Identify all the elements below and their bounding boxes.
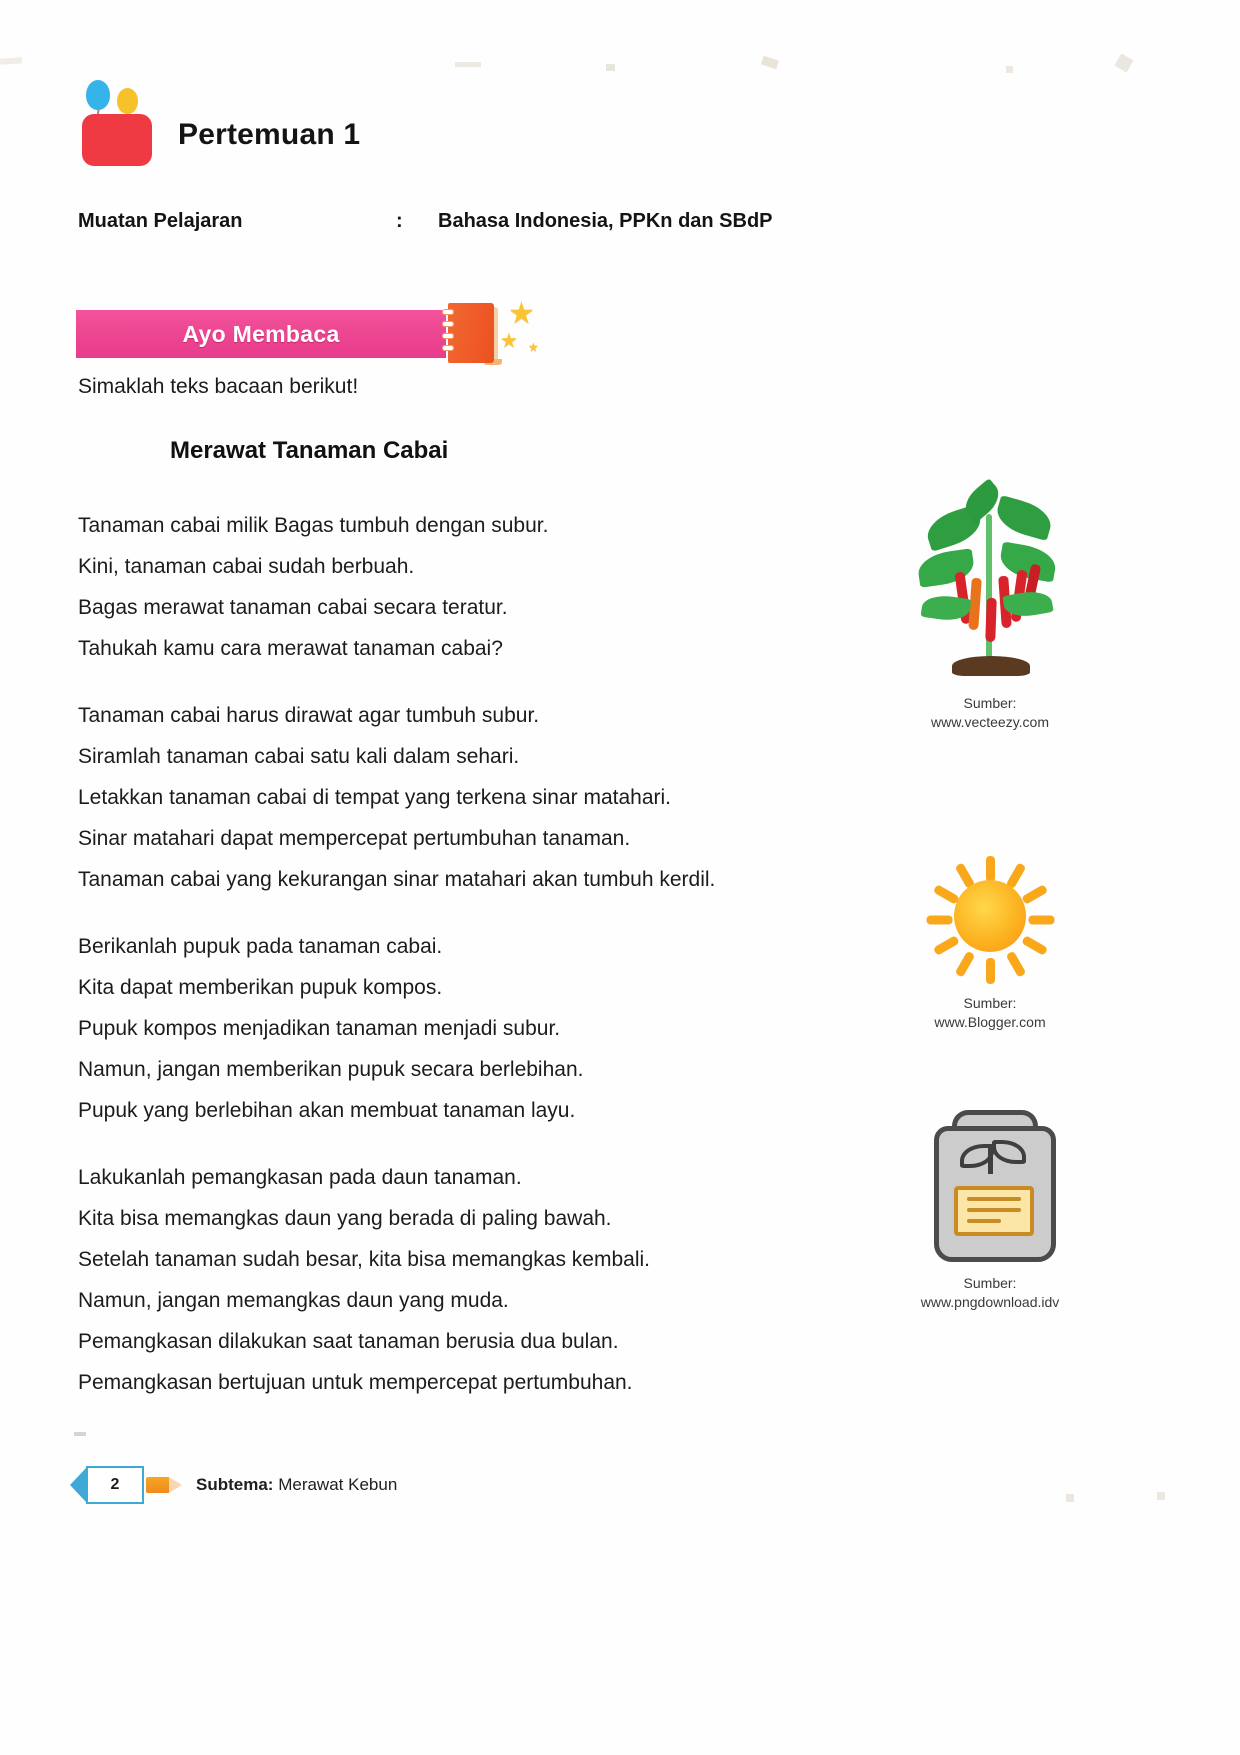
text-line: Letakkan tanaman cabai di tempat yang terkena sinar matahari.	[78, 786, 672, 809]
figure-caption	[885, 994, 1095, 1032]
figure-chili-plant	[885, 480, 1095, 732]
sun-icon	[910, 840, 1070, 990]
scan-artifact	[606, 64, 615, 71]
footer-subtema	[196, 1475, 397, 1495]
subtema-label: Subtema:	[196, 1475, 274, 1494]
subtema-value: Merawat Kebun	[278, 1475, 398, 1494]
page-number: 2	[86, 1466, 144, 1504]
source-label: Sumber:	[963, 995, 1017, 1011]
text-line: Kita bisa memangkas daun yang berada di paling bawah.	[78, 1207, 612, 1230]
subject-label: Muatan Pelajaran	[78, 210, 243, 232]
page-footer	[70, 1466, 397, 1504]
scan-artifact	[1157, 1492, 1165, 1500]
star-icon: ★	[500, 330, 518, 352]
source-label: Sumber:	[963, 1275, 1017, 1291]
paragraph	[78, 695, 868, 900]
pencil-icon	[146, 1474, 182, 1496]
text-line: Tanaman cabai yang kekurangan sinar matahari akan tumbuh kerdil.	[78, 868, 716, 891]
text-line: Pemangkasan dilakukan saat tanaman berusia dua bulan.	[78, 1330, 619, 1353]
text-line: Pupuk kompos menjadikan tanaman menjadi subur.	[78, 1017, 561, 1040]
scan-artifact	[761, 56, 779, 70]
figure-caption	[885, 1274, 1095, 1312]
source-label: Sumber:	[963, 695, 1017, 711]
source-url: www.vecteezy.com	[931, 714, 1049, 730]
paragraph	[78, 505, 868, 669]
figure-compost-bag	[885, 1100, 1095, 1312]
reading-instruction: Simaklah teks bacaan berikut!	[78, 375, 359, 398]
compost-bag-icon	[910, 1100, 1070, 1270]
paragraph	[78, 1157, 868, 1403]
text-line: Berikanlah pupuk pada tanaman cabai.	[78, 935, 443, 958]
text-line: Pemangkasan bertujuan untuk mempercepat pertumbuhan.	[78, 1371, 633, 1394]
notebook-icon	[434, 297, 508, 367]
article-title: Merawat Tanaman Cabai	[170, 437, 449, 464]
read-banner-label: Ayo Membaca	[182, 320, 340, 347]
scan-artifact	[1006, 66, 1013, 73]
text-line: Namun, jangan memberikan pupuk secara berlebihan.	[78, 1058, 584, 1081]
star-icon: ★	[508, 297, 535, 330]
read-banner-bar	[76, 310, 446, 358]
scan-artifact	[1066, 1494, 1074, 1502]
source-url: www.pngdownload.idv	[920, 1294, 1060, 1310]
scan-artifact	[1114, 53, 1133, 72]
text-line: Setelah tanaman sudah besar, kita bisa memangkas kembali.	[78, 1248, 650, 1271]
subject-separator: :	[396, 210, 403, 232]
text-line: Tahukah kamu cara merawat tanaman cabai?	[78, 637, 503, 660]
text-line: Siramlah tanaman cabai satu kali dalam sehari.	[78, 745, 520, 768]
scan-artifact	[455, 62, 481, 67]
subject-row	[78, 210, 773, 233]
text-line: Kita dapat memberikan pupuk kompos.	[78, 976, 443, 999]
text-line: Tanaman cabai milik Bagas tumbuh dengan subur.	[78, 514, 549, 537]
text-line: Namun, jangan memangkas daun yang muda.	[78, 1289, 509, 1312]
read-banner	[76, 297, 556, 369]
text-line: Kini, tanaman cabai sudah berbuah.	[78, 555, 415, 578]
figure-caption	[885, 694, 1095, 732]
scan-artifact	[0, 57, 22, 65]
subject-value: Bahasa Indonesia, PPKn dan SBdP	[438, 210, 773, 232]
text-line: Pupuk yang berlebihan akan membuat tanaman layu.	[78, 1099, 576, 1122]
balloon-card-icon	[74, 76, 160, 168]
source-url: www.Blogger.com	[934, 1014, 1046, 1030]
article-body	[78, 505, 868, 1403]
yellow-balloon-icon	[117, 88, 138, 114]
chili-plant-icon	[900, 480, 1080, 690]
figure-sun	[885, 840, 1095, 1032]
text-line: Tanaman cabai harus dirawat agar tumbuh subur.	[78, 704, 540, 727]
page-title: Pertemuan 1	[178, 118, 361, 151]
meeting-header	[74, 76, 360, 168]
blue-balloon-icon	[86, 80, 110, 110]
star-icon: ★	[528, 340, 539, 354]
page-number-badge	[70, 1466, 144, 1504]
text-line: Lakukanlah pemangkasan pada daun tanaman.	[78, 1166, 522, 1189]
paragraph	[78, 926, 868, 1131]
left-arrow-icon	[70, 1468, 86, 1502]
text-line: Sinar matahari dapat mempercepat pertumbuhan tanaman.	[78, 827, 631, 850]
text-line: Bagas merawat tanaman cabai secara teratur.	[78, 596, 508, 619]
scan-artifact	[74, 1432, 86, 1436]
